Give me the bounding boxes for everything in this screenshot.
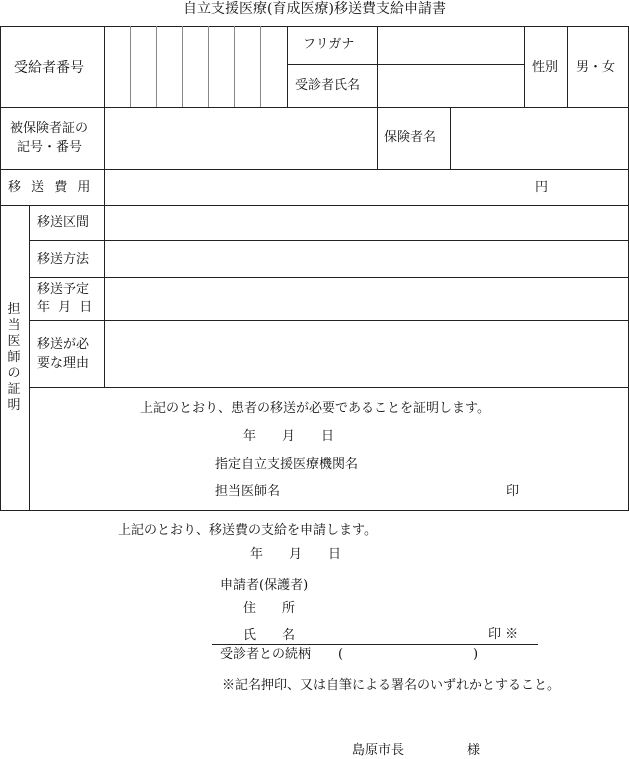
insurance-card-number-field[interactable] [105, 108, 377, 169]
transport-cost-field[interactable] [105, 170, 628, 205]
application-statement: 上記のとおり、移送費の支給を申請します。 [118, 523, 377, 538]
scheduled-date-label: 移送予定 [37, 282, 90, 297]
method-field[interactable] [105, 241, 628, 277]
recipient-number-field[interactable] [105, 27, 287, 107]
side-label-char: 担 [7, 302, 21, 317]
institution-label: 指定自立支援医療機関名 [215, 457, 359, 472]
reason-label-line2: 要な理由 [37, 356, 90, 371]
side-label-char: 証 [7, 382, 21, 397]
insurance-card-label-line2: 記号・番号 [17, 140, 83, 155]
side-label-char: の [7, 366, 21, 381]
relationship-field[interactable] [350, 646, 470, 664]
applicant-label: 申請者(保護者) [220, 578, 309, 593]
patient-name-field[interactable] [378, 65, 524, 107]
recipient-number-label: 受給者番号 [14, 60, 84, 76]
scheduled-date-label-line2: 年 月 日 [37, 300, 95, 315]
doctor-seal-label: 印 [506, 484, 520, 499]
sex-label: 性別 [532, 60, 559, 75]
addressee: 島原市長 [352, 743, 405, 758]
doctor-date-line: 年 月 日 [243, 429, 335, 444]
side-label-char: 明 [7, 398, 21, 413]
relationship-close-paren: ) [473, 647, 479, 662]
scheduled-date-field[interactable] [105, 278, 628, 320]
furigana-label: フリガナ [303, 37, 355, 52]
reason-field[interactable] [105, 321, 628, 387]
route-field[interactable] [105, 206, 628, 240]
yen-unit: 円 [535, 180, 549, 195]
insurance-card-label: 被保険者証の [10, 121, 89, 136]
relationship-open-paren: ( [338, 647, 344, 662]
applicant-name-underline [212, 644, 538, 645]
route-label: 移送区間 [37, 215, 90, 230]
side-label-char: 師 [7, 350, 21, 365]
patient-name-label: 受診者氏名 [295, 78, 361, 93]
furigana-field[interactable] [378, 27, 524, 64]
insurer-label: 保険者名 [384, 130, 437, 145]
applicant-seal-label: 印 ※ [488, 627, 519, 642]
transport-cost-label: 移 送 費 用 [8, 180, 94, 195]
honorific: 様 [467, 743, 481, 758]
side-label-char: 医 [7, 334, 21, 349]
doctor-certify-statement: 上記のとおり、患者の移送が必要であることを証明します。 [140, 401, 490, 416]
side-label-char: 当 [7, 318, 21, 333]
applicant-name-label: 氏 名 [243, 628, 296, 643]
signature-note: ※記名押印、又は自筆による署名のいずれかとすること。 [222, 678, 561, 693]
form-title: 自立支援医療(育成医療)移送費支給申請書 [183, 1, 446, 17]
doctor-name-label: 担当医師名 [215, 484, 281, 499]
method-label: 移送方法 [37, 252, 90, 267]
application-date-line: 年 月 日 [250, 547, 342, 562]
reason-label: 移送が必 [37, 337, 90, 352]
applicant-name-field[interactable] [300, 622, 480, 644]
relationship-label: 受診者との続柄 [220, 647, 312, 662]
insurer-name-field[interactable] [451, 108, 628, 169]
sex-options[interactable]: 男・女 [576, 60, 616, 75]
address-label: 住 所 [243, 601, 296, 616]
